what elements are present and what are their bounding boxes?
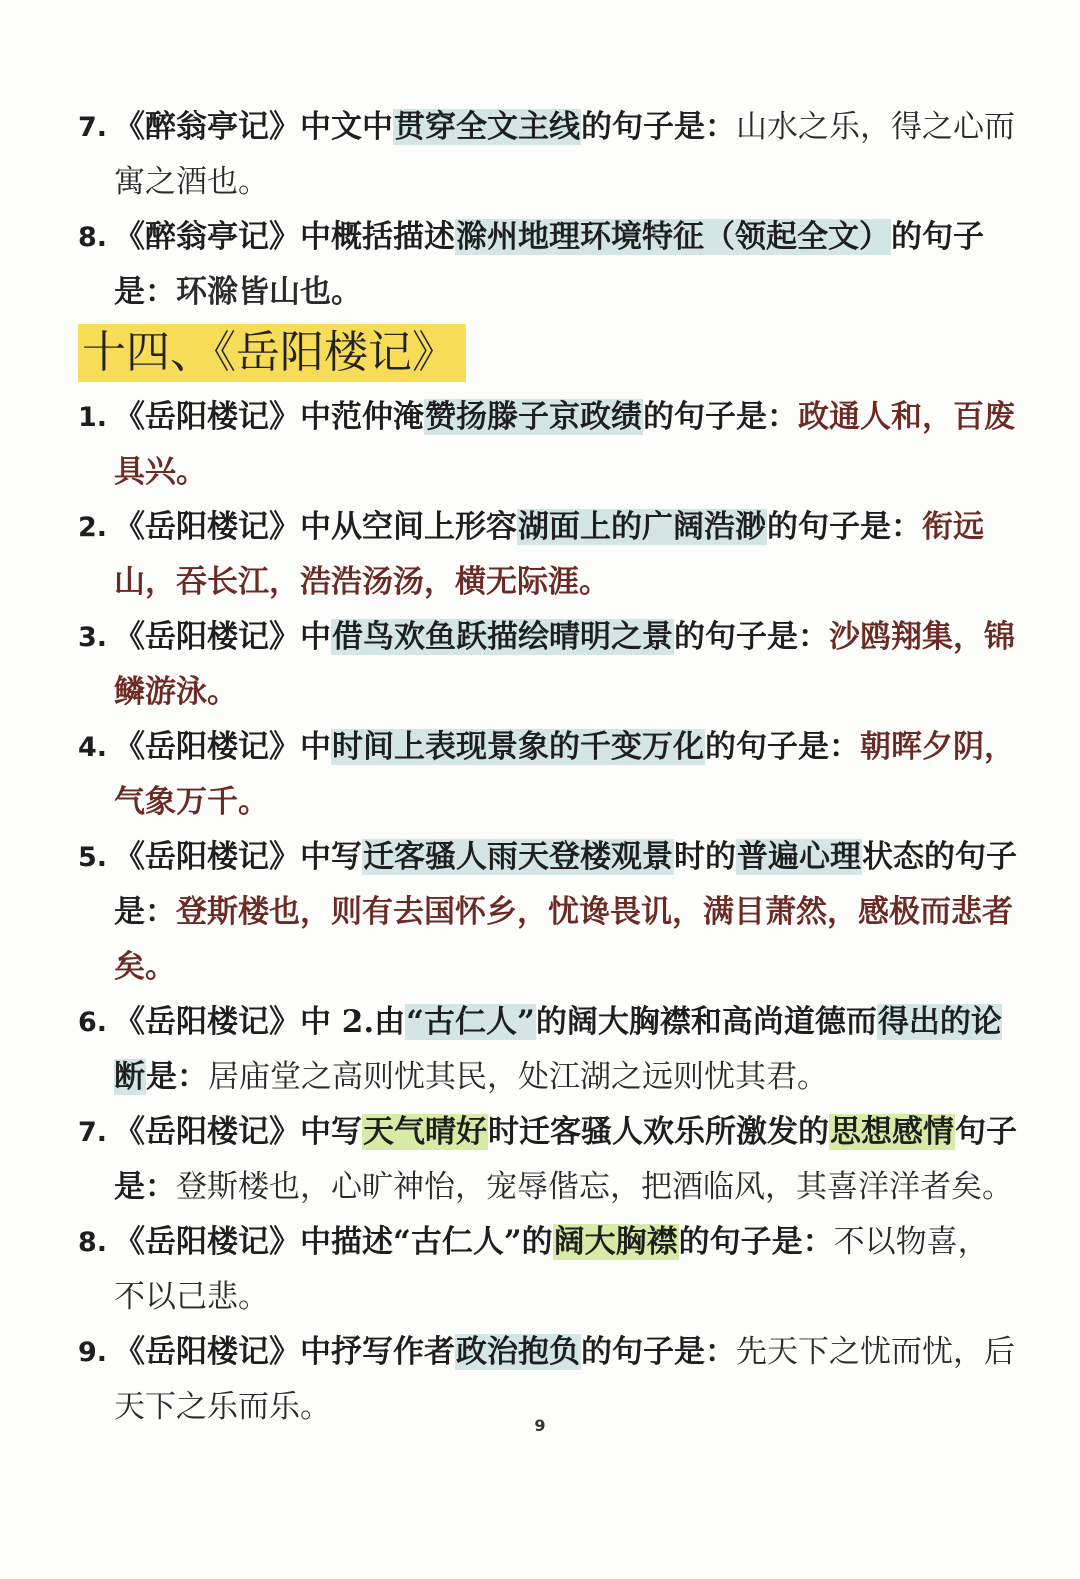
question-text: 《岳阳楼记》中 (114, 729, 331, 765)
list-item (78, 500, 1018, 610)
answer-text: 先天下之忧而忧，后天下之乐而乐。 (114, 1334, 1015, 1425)
question-suffix: 的句子是： (643, 399, 798, 435)
item-number: 9. (78, 1337, 108, 1368)
question-suffix: 的句子是： (674, 619, 829, 655)
highlighted-phrase-2: 普遍心理 (737, 839, 861, 875)
question-suffix: 句子是： (114, 1114, 1017, 1205)
question-suffix: 状态的句子是： (114, 839, 1017, 930)
highlighted-phrase-2: 思想感情 (830, 1114, 954, 1150)
list-item (78, 720, 1018, 830)
item-number: 5. (78, 842, 108, 873)
question-text: 《岳阳楼记》中范仲淹 (114, 399, 424, 435)
question-text: 《岳阳楼记》中写 (114, 839, 362, 875)
highlighted-phrase: 借鸟欢鱼跃描绘晴明之景 (332, 619, 673, 655)
content (78, 100, 1018, 1435)
answer-text: 登斯楼也，则有去国怀乡，忧谗畏讥，满目萧然，感极而悲者矣。 (114, 894, 1013, 985)
question-text: 《醉翁亭记》中文中 (114, 109, 393, 145)
highlighted-phrase: 天气晴好 (363, 1114, 487, 1150)
list-item (78, 1215, 1018, 1325)
answer-text: 沙鸥翔集，锦鳞游泳。 (114, 619, 1015, 710)
question-text: 《岳阳楼记》中从空间上形容 (114, 509, 517, 545)
question-suffix: 的句子是： (114, 219, 984, 310)
question-mid: 的阔大胸襟和高尚道德而 (535, 1004, 877, 1040)
answer-text: 衔远山，吞长江，浩浩汤汤，横无际涯。 (114, 509, 984, 600)
question-text: 《岳阳楼记》中 2.由 (114, 1004, 406, 1040)
highlighted-phrase: 阔大胸襟 (553, 1224, 678, 1260)
question-suffix: 的句子是： (767, 509, 922, 545)
question-text: 《岳阳楼记》中抒写作者 (114, 1334, 455, 1370)
item-number: 4. (78, 732, 108, 763)
page-number: 9 (534, 1416, 546, 1435)
answer-text: 环滁皆山也。 (176, 274, 362, 310)
list-item (78, 995, 1018, 1105)
question-suffix: 的句子是： (705, 729, 860, 765)
highlighted-phrase: 湖面上的广阔浩渺 (518, 509, 766, 545)
question-text: 《醉翁亭记》中概括描述 (114, 219, 455, 255)
item-number: 8. (78, 1227, 108, 1258)
list-item (78, 100, 1018, 210)
list-item (78, 610, 1018, 720)
section-heading-wrap (78, 320, 1018, 390)
highlighted-phrase-2: 得出的论断 (114, 1004, 1002, 1095)
answer-text: 登斯楼也，心旷神怡，宠辱偕忘，把酒临风，其喜洋洋者矣。 (176, 1169, 1013, 1205)
highlighted-phrase: 贯穿全文主线 (394, 109, 580, 145)
highlighted-phrase: “古仁人” (406, 1004, 535, 1040)
list-item (78, 1105, 1018, 1215)
answer-text: 朝晖夕阴，气象万千。 (114, 729, 1015, 820)
answer-text: 居庙堂之高则忧其民，处江湖之远则忧其君。 (208, 1059, 828, 1095)
item-number: 8. (78, 222, 108, 253)
item-number: 7. (78, 112, 108, 143)
question-mid: 时迁客骚人欢乐所激发的 (488, 1114, 829, 1150)
answer-text: 政通人和，百废具兴。 (114, 399, 1015, 490)
answer-text: 山水之乐，得之心而寓之酒也。 (114, 109, 1015, 200)
section-heading: 十四、《岳阳楼记》 (78, 324, 466, 382)
answer-text: 不以物喜，不以己悲。 (114, 1224, 989, 1315)
question-suffix: 是： (146, 1059, 208, 1095)
item-number: 2. (78, 512, 108, 543)
item-number: 6. (78, 1007, 108, 1038)
list-item (78, 830, 1018, 995)
question-suffix: 的句子是： (678, 1224, 834, 1260)
question-suffix: 的句子是： (581, 1334, 736, 1370)
list-item (78, 390, 1018, 500)
list-item (78, 210, 1018, 320)
highlighted-phrase: 滁州地理环境特征（领起全文） (456, 219, 890, 255)
question-text: 《岳阳楼记》中描述“古仁人”的 (114, 1224, 553, 1260)
item-number: 1. (78, 402, 108, 433)
item-number: 7. (78, 1117, 108, 1148)
highlighted-phrase: 时间上表现景象的千变万化 (332, 729, 704, 765)
question-mid: 时的 (674, 839, 736, 875)
question-text: 《岳阳楼记》中 (114, 619, 331, 655)
highlighted-phrase: 迁客骚人雨天登楼观景 (363, 839, 673, 875)
highlighted-phrase: 政治抱负 (456, 1334, 580, 1370)
highlighted-phrase: 赞扬滕子京政绩 (425, 399, 642, 435)
question-text: 《岳阳楼记》中写 (114, 1114, 362, 1150)
question-suffix: 的句子是： (581, 109, 736, 145)
item-number: 3. (78, 622, 108, 653)
